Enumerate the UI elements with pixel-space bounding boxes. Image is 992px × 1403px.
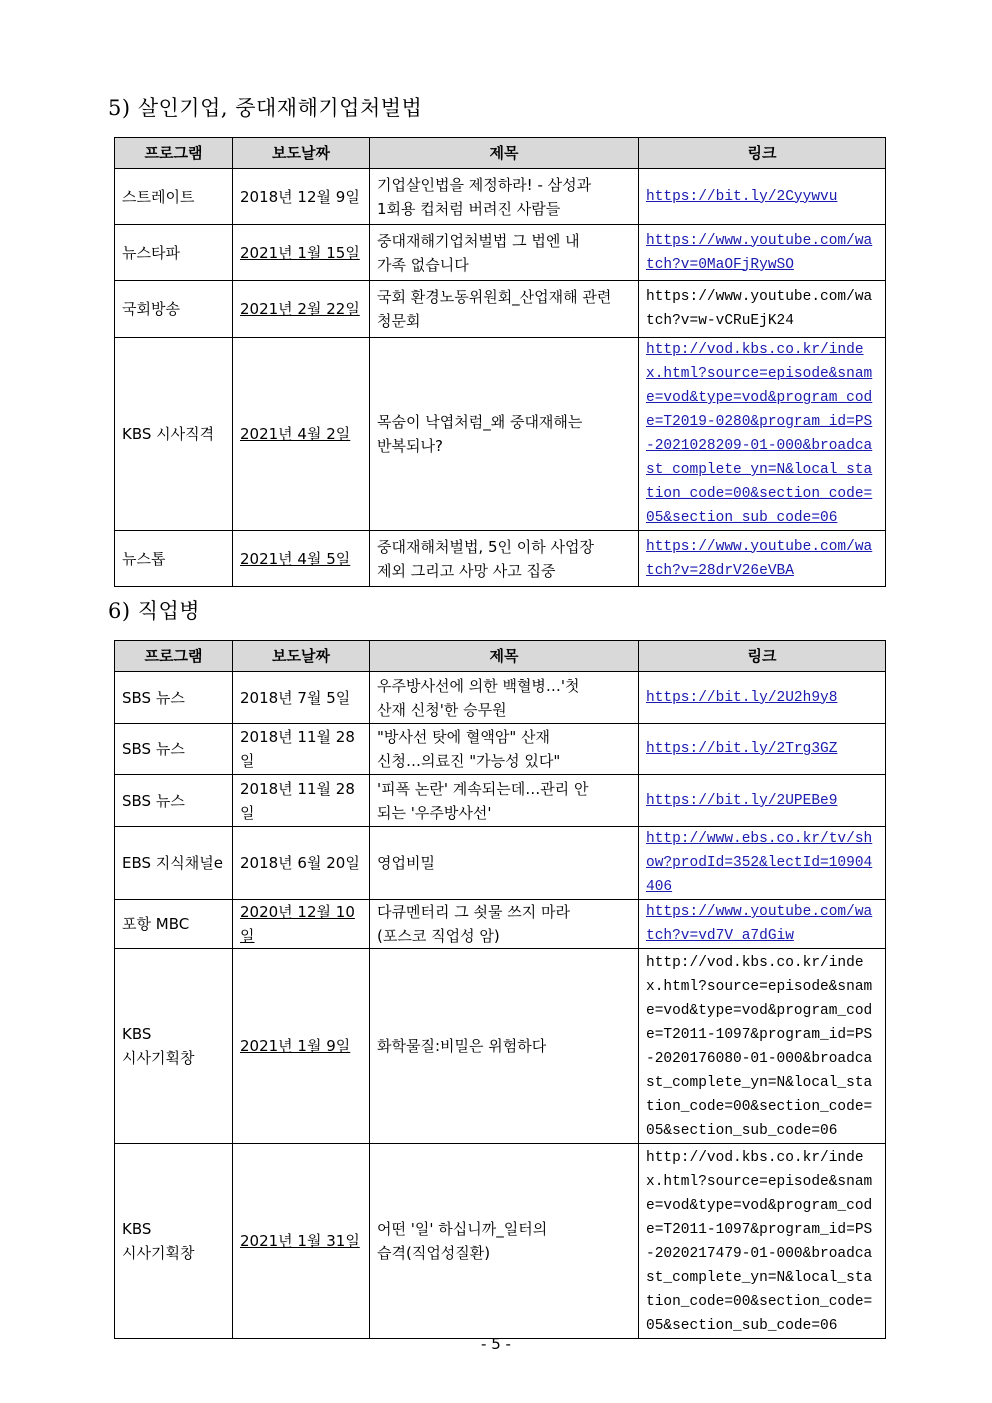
header-link: 링크: [639, 138, 886, 169]
date-cell: 2021년 1월 15일: [233, 225, 370, 281]
date-cell: 2021년 4월 2일: [233, 338, 370, 531]
program-cell: 포항 MBC: [115, 900, 233, 949]
table-row: [115, 672, 886, 724]
link-cell: [639, 531, 886, 587]
link-cell: [639, 338, 886, 531]
title-line: 반복되나?: [377, 437, 443, 455]
link-cell: [639, 724, 886, 775]
title-cell: [370, 338, 639, 531]
table-row: [115, 169, 886, 225]
link[interactable]: https://bit.ly/2UPEBe9: [646, 792, 838, 809]
link[interactable]: https://www.youtube.com/watch?v=0MaOFjRywSO: [646, 232, 873, 273]
program-cell: [115, 949, 233, 1144]
link: http://vod.kbs.co.kr/index.html?source=episode&sname=vod&type=vod&program_code=T2011-1097&program_id=PS-2020217479-01-000&broadcast_complete_yn=N&local_station_code=00&section_code=05&section_sub_code=06: [646, 1150, 873, 1334]
program-line: 시사기획창: [122, 1049, 195, 1067]
program-cell: EBS 지식채널e: [115, 827, 233, 900]
title-cell: [370, 281, 639, 338]
link[interactable]: https://bit.ly/2U2h9y8: [646, 689, 838, 706]
title-line: 가족 없습니다: [377, 255, 469, 274]
link-cell: [639, 949, 886, 1144]
title-cell: [370, 531, 639, 587]
program-cell: 국회방송: [115, 281, 233, 338]
title-line: 되는 '우주방사선': [377, 803, 492, 822]
title-cell: [370, 775, 639, 827]
title-line: 국회 환경노동위원회_산업재해 관련: [377, 288, 612, 306]
title-line: 중대재해처벌법, 5인 이하 사업장: [377, 537, 594, 556]
program-cell: [115, 1144, 233, 1339]
title-line: 목숨이 낙엽처럼_왜 중대재해는: [377, 413, 583, 431]
title-line: 중대재해기업처벌법 그 법엔 내: [377, 231, 580, 250]
link-cell: [639, 900, 886, 949]
title-cell: [370, 1144, 639, 1339]
program-cell: SBS 뉴스: [115, 724, 233, 775]
title-cell: [370, 225, 639, 281]
title-cell: [370, 169, 639, 225]
table-row: [115, 225, 886, 281]
title-line: 습격(직업성질환): [377, 1244, 491, 1262]
title-line: 다큐멘터리 그 쇳물 쓰지 마라: [377, 903, 570, 921]
section-6-table: [114, 640, 886, 1339]
title-line: 청문회: [377, 312, 421, 330]
table-row: [115, 900, 886, 949]
link-cell: [639, 225, 886, 281]
title-line: 신청…의료진 "가능성 있다": [377, 752, 561, 770]
link[interactable]: https://www.youtube.com/watch?v=28drV26eVBA: [646, 538, 873, 579]
date-cell: 2018년 12월 9일: [233, 169, 370, 225]
table-row: [115, 1144, 886, 1339]
page-number: - 5 -: [481, 1335, 511, 1353]
header-program: 프로그램: [115, 138, 233, 169]
table-row: [115, 338, 886, 531]
date-cell: 2018년 7월 5일: [233, 672, 370, 724]
header-link: 링크: [639, 641, 886, 672]
link[interactable]: https://www.youtube.com/watch?v=vd7V_a7dGiw: [646, 904, 873, 944]
link-cell: [639, 827, 886, 900]
title-cell: [370, 949, 639, 1144]
program-cell: KBS 시사직격: [115, 338, 233, 531]
program-cell: 뉴스톱: [115, 531, 233, 587]
program-cell: SBS 뉴스: [115, 672, 233, 724]
title-cell: [370, 724, 639, 775]
table-row: [115, 531, 886, 587]
header-title: 제목: [370, 641, 639, 672]
section-5-table: [114, 137, 886, 587]
header-date: 보도날짜: [233, 641, 370, 672]
section-5-title: 5) 살인기업, 중대재해기업처벌법: [108, 96, 423, 120]
table-header-row: [115, 138, 886, 169]
link[interactable]: https://bit.ly/2Trg3GZ: [646, 741, 838, 757]
link-cell: [639, 281, 886, 338]
link: https://www.youtube.com/watch?v=w-vCRuEjK24: [646, 289, 873, 329]
link[interactable]: http://www.ebs.co.kr/tv/show?prodId=352&lectId=10904406: [646, 831, 873, 895]
link-cell: [639, 1144, 886, 1339]
link-cell: [639, 672, 886, 724]
table-row: [115, 281, 886, 338]
link[interactable]: http://vod.kbs.co.kr/index.html?source=episode&sname=vod&type=vod&program_code=T2019-0280&program_id=PS-2021028209-01-000&broadcast_complete_yn=N&local_station_code=00&section_code=05&section_sub_code=06: [646, 342, 873, 526]
title-cell: [370, 672, 639, 724]
header-date: 보도날짜: [233, 138, 370, 169]
date-cell: 2018년 6월 20일: [233, 827, 370, 900]
date-cell: 2021년 4월 5일: [233, 531, 370, 587]
section-6-title: 6) 직업병: [108, 599, 201, 623]
table-row: [115, 949, 886, 1144]
program-line: 시사기획창: [122, 1244, 195, 1262]
title-cell: [370, 900, 639, 949]
header-program: 프로그램: [115, 641, 233, 672]
link: http://vod.kbs.co.kr/index.html?source=episode&sname=vod&type=vod&program_code=T2011-1097&program_id=PS-2020176080-01-000&broadcast_complete_yn=N&local_station_code=00&section_code=05&section_sub_code=06: [646, 955, 873, 1139]
link-cell: [639, 775, 886, 827]
title-line: 기업살인법을 제정하라! - 삼성과: [377, 175, 592, 194]
table-header-row: [115, 641, 886, 672]
title-line: 1회용 컵처럼 버려진 사람들: [377, 199, 561, 218]
program-line: KBS: [122, 1025, 152, 1043]
title-line: 영업비밀: [377, 854, 435, 872]
link-cell: [639, 169, 886, 225]
title-line: 제외 그리고 사망 사고 집중: [377, 561, 556, 580]
program-cell: SBS 뉴스: [115, 775, 233, 827]
link[interactable]: https://bit.ly/2Cyywvu: [646, 188, 838, 205]
title-line: 어떤 '일' 하십니까_일터의: [377, 1220, 548, 1238]
table-row: [115, 827, 886, 900]
header-title: 제목: [370, 138, 639, 169]
date-cell: 2020년 12월 10일: [233, 900, 370, 949]
date-cell: 2021년 1월 31일: [233, 1144, 370, 1339]
date-cell: 2018년 11월 28일: [233, 724, 370, 775]
title-cell: [370, 827, 639, 900]
date-cell: 2021년 1월 9일: [233, 949, 370, 1144]
table-row: [115, 724, 886, 775]
table-row: [115, 775, 886, 827]
program-line: KBS: [122, 1220, 152, 1238]
title-line: "방사선 탓에 혈액암" 산재: [377, 728, 551, 746]
title-line: 화학물질:비밀은 위험하다: [377, 1037, 547, 1055]
title-line: (포스코 직업성 암): [377, 927, 500, 945]
program-cell: 뉴스타파: [115, 225, 233, 281]
date-cell: 2021년 2월 22일: [233, 281, 370, 338]
title-line: 산재 신청'한 승무원: [377, 700, 507, 719]
date-cell: 2018년 11월 28일: [233, 775, 370, 827]
title-line: '피폭 논란' 계속되는데…관리 안: [377, 779, 589, 798]
title-line: 우주방사선에 의한 백혈병…'첫: [377, 676, 580, 695]
program-cell: 스트레이트: [115, 169, 233, 225]
